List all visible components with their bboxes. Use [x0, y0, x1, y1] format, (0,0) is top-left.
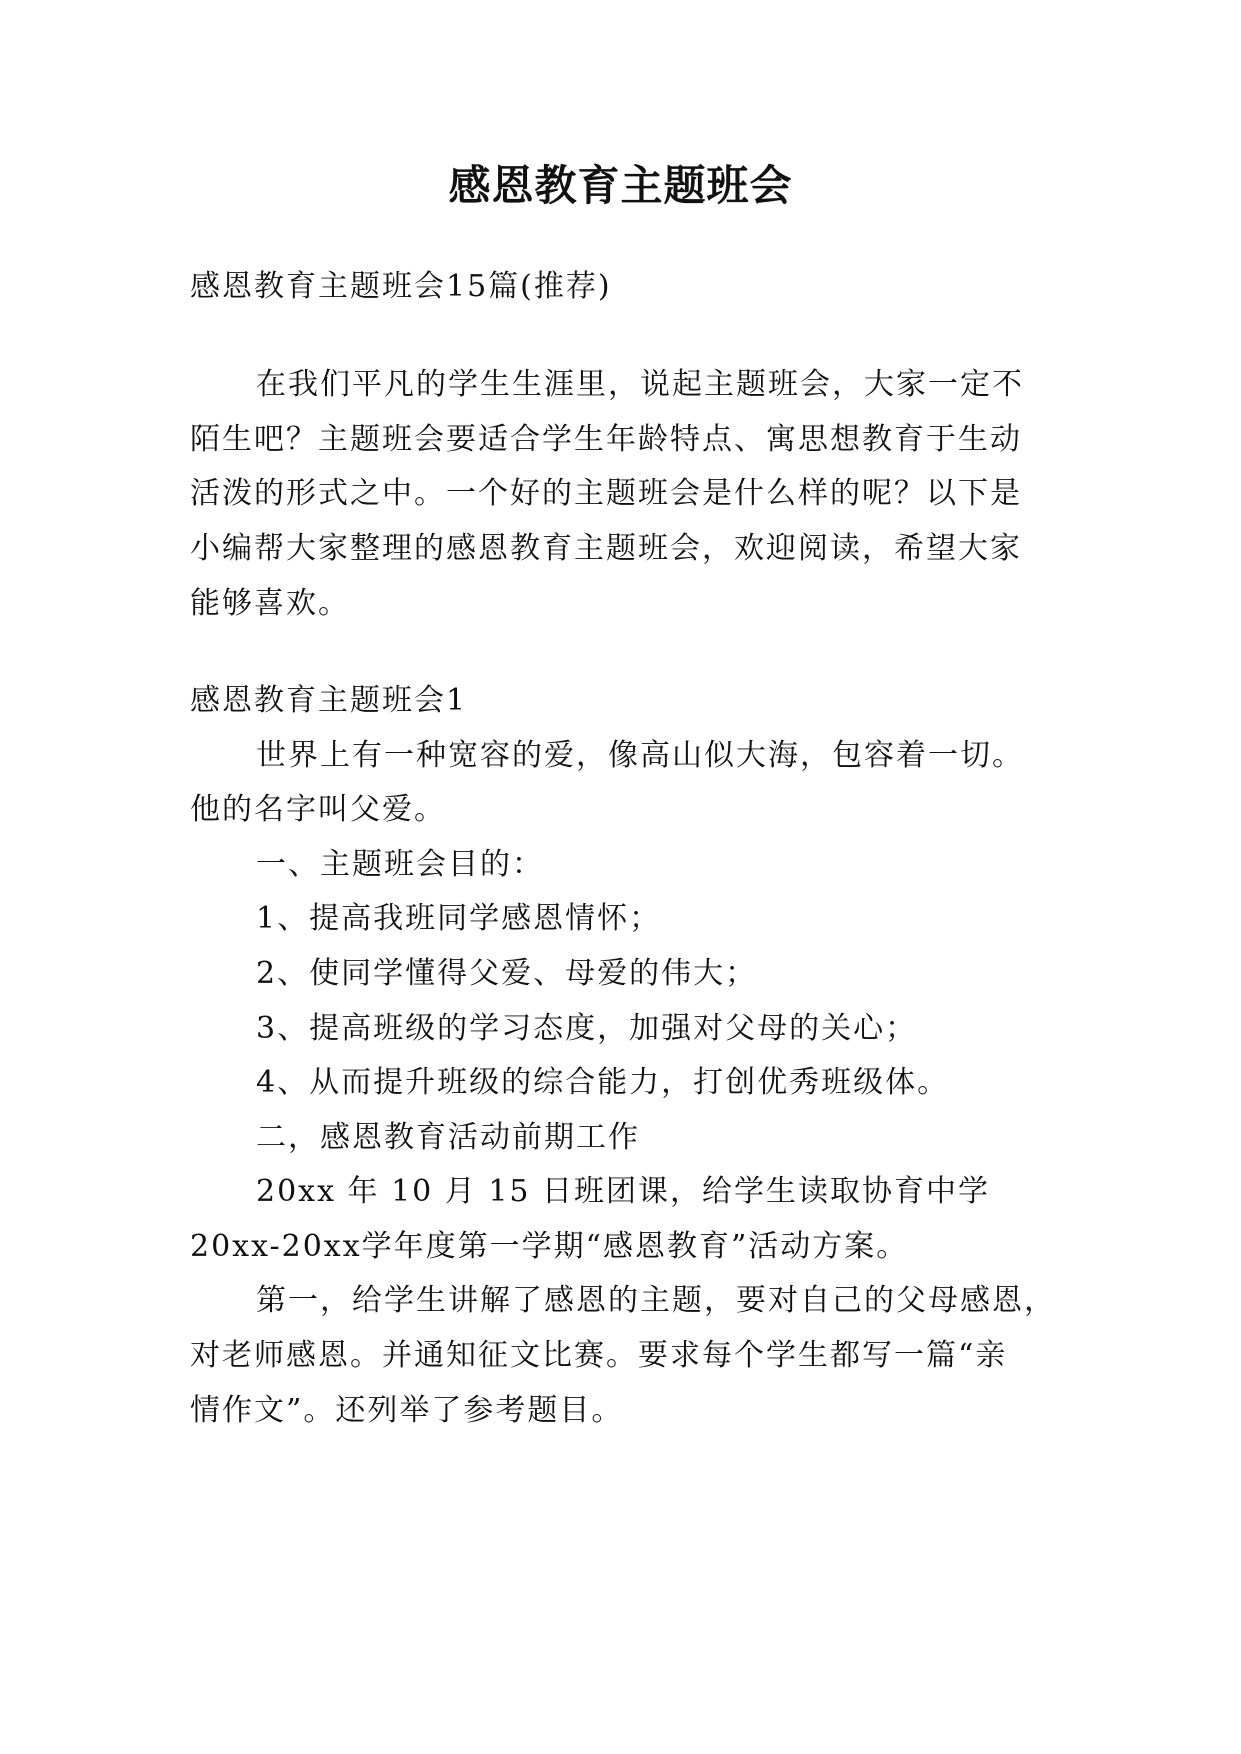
section1-line-5: 2、使同学懂得父爱、母爱的伟大；	[256, 956, 758, 991]
section1-line-12: 对老师感恩。并通知征文比赛。要求每个学生都写一篇“亲	[190, 1338, 1008, 1373]
section1-line-11: 第一，给学生讲解了感恩的主题，要对自己的父母感恩，	[256, 1283, 1056, 1318]
section1-line-13: 情作文”。还列举了参考题目。	[190, 1393, 624, 1428]
section1-line-8: 二，感恩教育活动前期工作	[256, 1120, 640, 1155]
section1-line-4: 1、提高我班同学感恩情怀；	[256, 901, 662, 936]
section1-line-2: 他的名字叫父爱。	[190, 792, 446, 827]
section1-line-10: 20xx-20xx学年度第一学期“感恩教育”活动方案。	[190, 1229, 909, 1264]
section1-line-3: 一、主题班会目的：	[256, 847, 544, 882]
intro-line-4: 小编帮大家整理的感恩教育主题班会，欢迎阅读，希望大家	[190, 531, 1022, 566]
section1-line-9: 20xx 年 10 月 15 日班团课，给学生读取协育中学	[256, 1174, 991, 1209]
section-heading-1: 感恩教育主题班会1	[190, 683, 468, 718]
intro-line-2: 陌生吧？主题班会要适合学生年龄特点、寓思想教育于生动	[190, 422, 1022, 457]
document-title: 感恩教育主题班会	[448, 161, 793, 210]
intro-line-1: 在我们平凡的学生生涯里，说起主题班会，大家一定不	[256, 367, 1024, 402]
section1-line-6: 3、提高班级的学习态度，加强对父母的关心；	[256, 1011, 918, 1046]
section1-line-1: 世界上有一种宽容的爱，像高山似大海，包容着一切。	[256, 738, 1024, 773]
intro-line-3: 活泼的形式之中。一个好的主题班会是什么样的呢？以下是	[190, 476, 1022, 511]
section1-line-7: 4、从而提升班级的综合能力，打创优秀班级体。	[256, 1065, 950, 1100]
intro-line-5: 能够喜欢。	[190, 586, 350, 621]
document-subtitle: 感恩教育主题班会15篇(推荐)	[190, 269, 612, 304]
